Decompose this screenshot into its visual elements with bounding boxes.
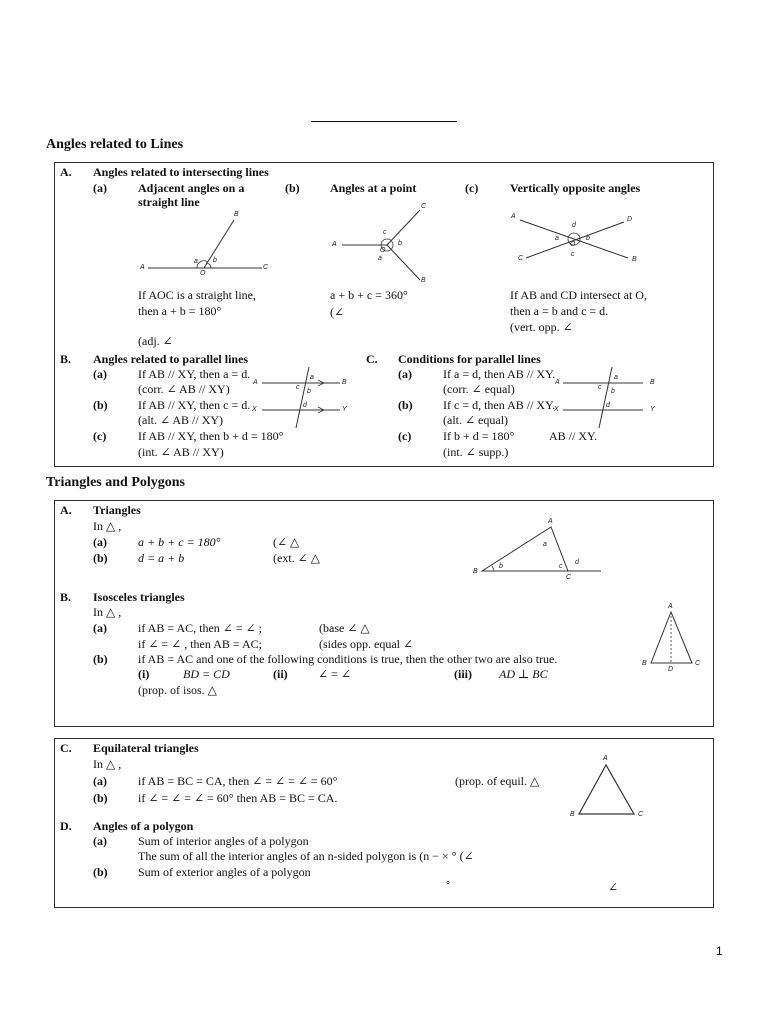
reason: (corr. ∠ equal) xyxy=(443,382,515,396)
statement: if AB = AC, then ∠ = ∠ ; xyxy=(138,621,262,635)
reason: (corr. ∠ AB // XY) xyxy=(138,382,230,396)
statement: if ∠ = ∠ , then AB = AC; xyxy=(138,637,262,651)
statement: then a + b = 180° xyxy=(138,304,222,318)
angle-label: b xyxy=(213,257,217,264)
angle-label: c xyxy=(598,384,602,391)
section-heading: Isosceles triangles xyxy=(93,590,185,604)
reason: (sides opp. equal ∠ xyxy=(319,637,414,651)
reason: (adj. ∠ xyxy=(138,334,173,348)
statement: The sum of all the interior angles of an n-sided polygon is (n − × ° (∠ xyxy=(138,849,474,863)
statement: if AB = BC = CA, then ∠ = ∠ = ∠ = 60° xyxy=(138,774,338,788)
section-letter: C. xyxy=(60,741,72,755)
point-label: A xyxy=(603,755,608,762)
angle-label: b xyxy=(499,563,503,570)
angle-label: a xyxy=(614,374,618,381)
angle-label: c xyxy=(296,384,300,391)
angle-symbol: ∠ xyxy=(608,880,619,894)
point-label: O xyxy=(200,270,206,277)
option-label: (iii) xyxy=(454,667,472,681)
section-heading: Conditions for parallel lines xyxy=(398,352,541,366)
statement: a + b + c = 360° xyxy=(330,288,408,302)
item-label: (a) xyxy=(93,774,107,788)
statement: In △ , xyxy=(93,519,122,533)
triangles-section-title: Triangles and Polygons xyxy=(46,475,185,490)
reason: (ext. ∠ △ xyxy=(273,551,320,565)
item-label: (a) xyxy=(398,367,412,381)
statement: If c = d, then AB // XY. xyxy=(443,398,556,412)
point-label: X xyxy=(554,406,559,413)
angle-label: a xyxy=(310,374,314,381)
angle-label: a xyxy=(543,541,547,548)
item-title: Sum of interior angles of a polygon xyxy=(138,834,309,848)
point-label: C xyxy=(518,255,524,262)
reason: (alt. ∠ equal) xyxy=(443,413,509,427)
point-label: B xyxy=(570,811,575,818)
item-label: (a) xyxy=(93,367,107,381)
angle-label: d xyxy=(575,559,579,566)
statement: If a = d, then AB // XY. xyxy=(443,367,556,381)
lines-section-title: Angles related to Lines xyxy=(46,137,184,152)
statement: If AB // XY, then a = d. xyxy=(138,367,251,381)
section-heading: Triangles xyxy=(93,503,141,517)
point-label: C xyxy=(421,203,427,210)
point-label: D xyxy=(627,216,633,223)
angle-label: b xyxy=(611,388,615,395)
item-label: (a) xyxy=(93,535,107,549)
option-text: BD = CD xyxy=(183,667,230,681)
point-label: A xyxy=(332,241,337,248)
point-label: C xyxy=(566,574,572,581)
angle-label: b xyxy=(398,240,402,247)
statement: If AB // XY, then c = d. xyxy=(138,398,251,412)
point-label: X xyxy=(252,406,257,413)
point-label: C xyxy=(695,660,701,667)
item-label: (c) xyxy=(93,429,107,443)
item-label: (a) xyxy=(93,834,107,848)
point-label: O xyxy=(570,241,576,248)
point-label: Y xyxy=(650,406,655,413)
section-heading: Equilateral triangles xyxy=(93,741,199,755)
angle-label: d xyxy=(572,222,576,229)
reason: (int. ∠ AB // XY) xyxy=(138,445,224,459)
item-label: (b) xyxy=(93,791,108,805)
item-title: Angles at a point xyxy=(330,181,417,195)
section-letter: D. xyxy=(60,819,72,833)
reason: (∠ △ xyxy=(273,535,300,549)
angle-label: c xyxy=(383,229,387,236)
angle-label: a xyxy=(555,235,559,242)
option-text: AD ⊥ BC xyxy=(499,667,548,681)
item-label: (b) xyxy=(285,181,300,195)
point-label: B xyxy=(234,211,239,218)
statement: AB // XY. xyxy=(549,429,598,443)
item-label: (c) xyxy=(398,429,412,443)
statement: a + b + c = 180° xyxy=(138,535,221,549)
statement: If AB and CD intersect at O, xyxy=(510,288,647,302)
point-label: C xyxy=(263,264,269,271)
statement: In △ , xyxy=(93,757,122,771)
option-text: ∠ = ∠ xyxy=(318,667,351,681)
point-label: B xyxy=(650,379,655,386)
point-label: A xyxy=(555,379,560,386)
item-label: (b) xyxy=(93,865,108,879)
section-letter: C. xyxy=(366,352,378,366)
reason: (base ∠ △ xyxy=(319,621,370,635)
point-label: C xyxy=(638,811,644,818)
angle-label: b xyxy=(307,388,311,395)
reason: (alt. ∠ AB // XY) xyxy=(138,413,224,427)
angle-label: b xyxy=(586,235,590,242)
option-label: (i) xyxy=(138,667,150,681)
section-letter: B. xyxy=(60,590,72,604)
statement: if AB = AC and one of the following conditions is true, then the other two are also true. xyxy=(138,652,558,666)
section-heading: Angles of a polygon xyxy=(93,819,194,833)
item-title: Sum of exterior angles of a polygon xyxy=(138,865,311,879)
section-heading: Angles related to parallel lines xyxy=(93,352,249,366)
point-label: A xyxy=(511,213,516,220)
angle-label: a xyxy=(378,255,382,262)
statement: If AOC is a straight line, xyxy=(138,288,256,302)
statement: If AB // XY, then b + d = 180° xyxy=(138,429,284,443)
point-label: B xyxy=(632,256,637,263)
point-label: A xyxy=(548,518,553,525)
point-label: B xyxy=(421,277,426,284)
item-label: (c) xyxy=(465,181,479,195)
statement: d = a + b xyxy=(138,551,185,565)
point-label: O xyxy=(380,247,386,254)
angle-label: d xyxy=(303,402,307,409)
statement: If b + d = 180° xyxy=(443,429,515,443)
section-letter: A. xyxy=(60,503,72,517)
reason: (prop. of isos. △ xyxy=(138,683,217,697)
point-label: A xyxy=(140,264,145,271)
item-label: (b) xyxy=(398,398,413,412)
item-label: (a) xyxy=(93,621,107,635)
item-label: (b) xyxy=(93,398,108,412)
angle-label: d xyxy=(606,402,610,409)
point-label: B xyxy=(473,568,478,575)
section-letter: A. xyxy=(60,165,72,179)
reason: (int. ∠ supp.) xyxy=(443,445,509,459)
item-title: Adjacent angles on a xyxy=(138,181,245,195)
statement: In △ , xyxy=(93,605,122,619)
reason: (vert. opp. ∠ xyxy=(510,320,573,334)
item-title: Vertically opposite angles xyxy=(510,181,641,195)
page-number: 1 xyxy=(716,944,723,958)
point-label: D xyxy=(668,666,674,673)
point-label: B xyxy=(342,379,347,386)
point-label: A xyxy=(668,603,673,610)
point-label: B xyxy=(642,660,647,667)
item-label: (b) xyxy=(93,551,108,565)
angle-label: c xyxy=(571,251,575,258)
section-letter: B. xyxy=(60,352,72,366)
statement: then a = b and c = d. xyxy=(510,304,609,318)
item-label: (b) xyxy=(93,652,108,666)
item-title: straight line xyxy=(138,195,200,209)
degree-symbol: ° xyxy=(446,880,450,891)
angle-label: a xyxy=(194,258,198,265)
reason: (prop. of equil. △ xyxy=(455,774,540,788)
section-heading: Angles related to intersecting lines xyxy=(93,165,269,179)
point-label: A xyxy=(253,379,258,386)
point-label: Y xyxy=(342,406,347,413)
statement: if ∠ = ∠ = ∠ = 60° then AB = BC = CA. xyxy=(138,791,338,805)
reason: (∠ xyxy=(330,305,345,319)
item-label: (a) xyxy=(93,181,107,195)
angle-label: c xyxy=(559,563,563,570)
option-label: (ii) xyxy=(273,667,288,681)
